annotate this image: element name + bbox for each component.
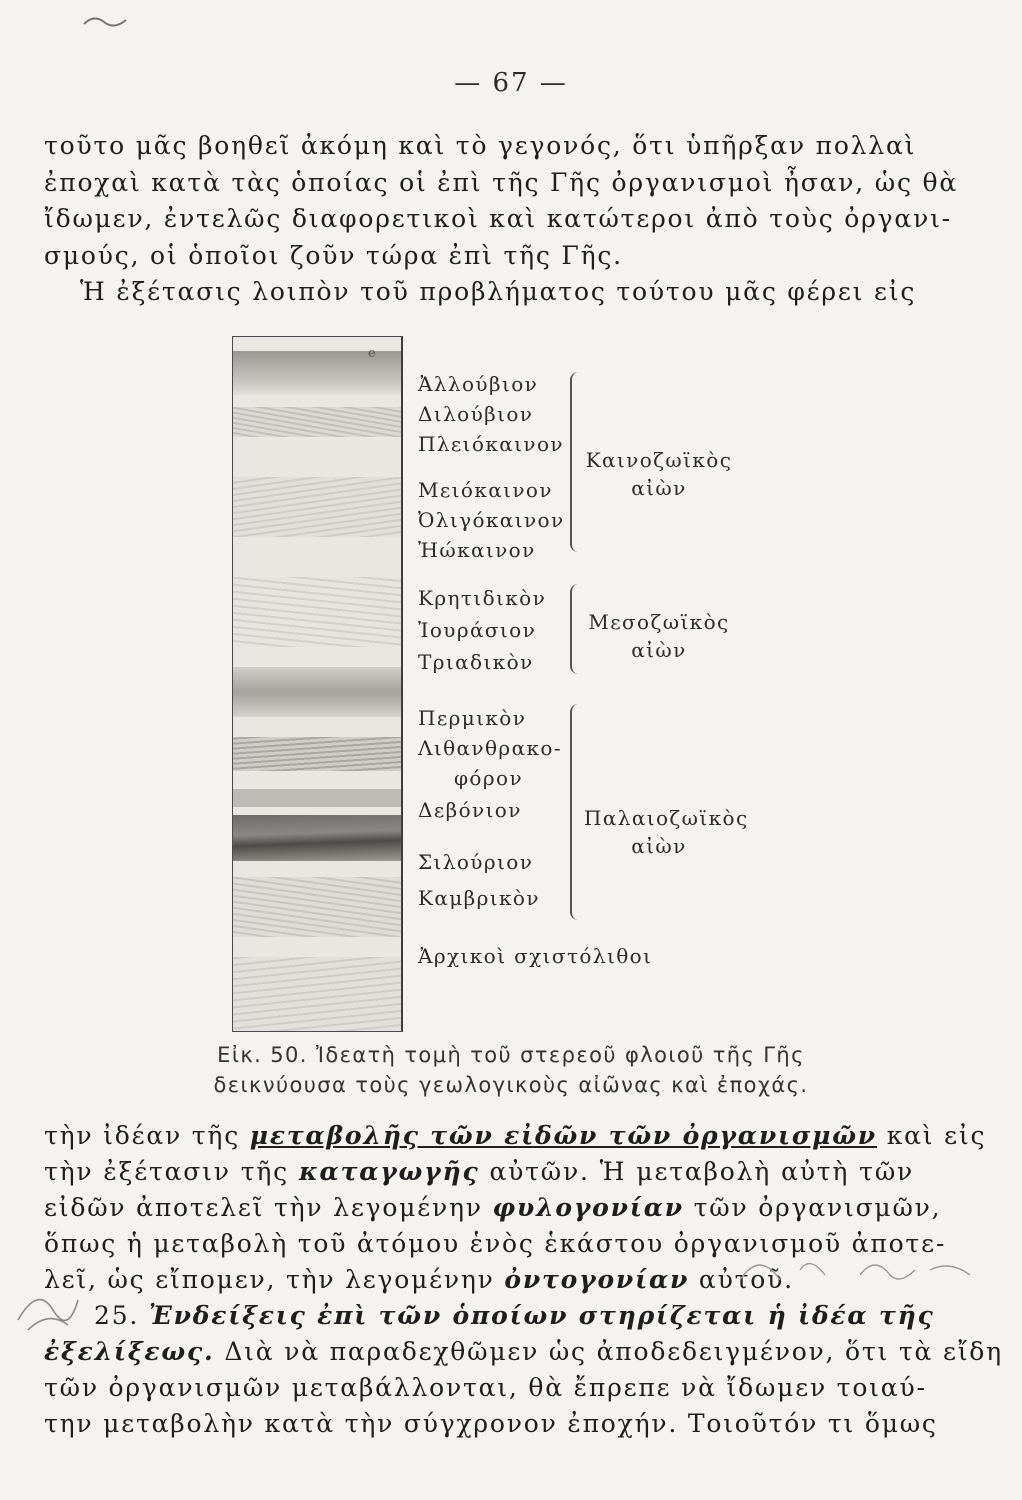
period-label: Πλειόκαινον	[418, 432, 564, 456]
text-run: Διὰ νὰ παραδεχθῶμεν ὡς ἀποδεδειγμένον, ὅτι τὰ εἴδη	[214, 1337, 1003, 1366]
text-line	[44, 1154, 914, 1190]
pencil-scribble	[720, 1240, 1000, 1300]
text-line: την μεταβολὴν κατὰ τὴν σύγχρονον ἐποχήν. Τοιοῦτόν τι ὅμως	[44, 1409, 938, 1438]
era-name: Μεσοζωϊκὸς	[588, 610, 730, 634]
stratum-band	[233, 667, 401, 717]
page-number: — 67 —	[454, 68, 568, 98]
stratum-band	[233, 577, 401, 647]
period-label: Περμικὸν	[418, 706, 527, 730]
text-line: σμούς, οἱ ὁποῖοι ζοῦν τώρα ἐπὶ τῆς Γῆς.	[44, 240, 623, 270]
pencil-mark	[80, 6, 130, 36]
text-line	[44, 1190, 942, 1226]
period-label: Διλούβιον	[418, 402, 534, 426]
emphasis-text: φυλογονίαν	[492, 1193, 684, 1222]
period-label: Ὀλιγόκαινον	[418, 508, 565, 532]
period-label: Σιλούριον	[418, 850, 534, 874]
era-word: αἰὼν	[631, 834, 687, 858]
text-line: ἐποχαὶ κατὰ τὰς ὁποίας οἱ ἐπὶ τῆς Γῆς ὀργανισμοὶ ἦσαν, ὡς θὰ	[44, 167, 959, 197]
section-number: 25.	[94, 1301, 149, 1330]
period-label: Κρητιδικὸν	[418, 586, 547, 610]
emphasis-text: μεταβολῆς τῶν εἰδῶν τῶν ὀργανισμῶν	[249, 1121, 877, 1150]
emphasis-text: ὀντογονίαν	[504, 1265, 690, 1294]
era-label	[584, 804, 749, 860]
text-run: τῶν ὀργανισμῶν,	[683, 1193, 942, 1222]
strata-column-illustration	[232, 336, 403, 1032]
text-run: τὴν ἰδέαν τῆς	[44, 1121, 250, 1150]
text-line: ὅπως ἡ μεταβολὴ τοῦ ἀτόμου ἑνὸς ἑκάστου ὀργανισμοῦ ἀποτε-	[44, 1229, 947, 1258]
era-word: αἰὼν	[631, 638, 687, 662]
text-run: καὶ εἰς	[876, 1121, 987, 1150]
geological-section-figure	[232, 336, 749, 1030]
era-name: Παλαιοζωϊκὸς	[584, 806, 749, 830]
era-label	[584, 608, 734, 664]
stratum-band	[233, 789, 401, 807]
period-label: Μειόκαινον	[418, 478, 553, 502]
caption-line: Εἰκ. 50. Ἰδεατὴ τομὴ τοῦ στερεοῦ φλοιοῦ τῆς Γῆς	[217, 1043, 805, 1067]
text-line: τῶν ὀργανισμῶν μεταβάλλονται, θὰ ἔπρεπε νὰ ἴδωμεν τοιαύ-	[44, 1373, 927, 1402]
text-run: λεῖ, ὡς εἴπομεν, τὴν λεγομένην	[44, 1265, 505, 1294]
period-label: Καμβρικὸν	[418, 886, 540, 910]
section-heading: Ἐνδείξεις ἐπὶ τῶν ὁποίων στηρίζεται ἡ ἰδέα τῆς	[148, 1301, 935, 1330]
pencil-scribble	[8, 1280, 88, 1340]
text-run: αὐτῶν. Ἡ μεταβολὴ αὐτὴ τῶν	[479, 1157, 914, 1186]
text-line: Ἡ ἐξέτασις λοιπὸν τοῦ προβλήματος τούτου μᾶς φέρει εἰς	[80, 277, 917, 306]
stratum-band	[233, 877, 401, 937]
emphasis-text: καταγωγῆς	[299, 1157, 480, 1186]
stratum-band	[233, 957, 401, 1031]
text-run: αὐτοῦ.	[689, 1265, 794, 1294]
bottom-stratum-label: Ἀρχικοὶ σχιστόλιθοι	[418, 944, 653, 968]
stratum-band	[233, 407, 401, 437]
text-run: τὴν ἐξέτασιν τῆς	[44, 1157, 300, 1186]
text-line	[44, 1334, 1003, 1370]
period-label: Λιθανθρακο-	[418, 736, 562, 760]
text-line	[44, 1118, 987, 1154]
period-label: Ἠώκαινον	[418, 538, 536, 562]
text-line: τοῦτο μᾶς βοηθεῖ ἀκόμη καὶ τὸ γεγονός, ὅτι ὑπῆρξαν πολλαὶ	[44, 131, 917, 160]
stratum-band	[233, 477, 401, 537]
section-heading-line	[44, 1298, 935, 1334]
period-label: Τριαδικὸν	[418, 650, 534, 674]
top-paragraph	[44, 128, 959, 311]
text-run: εἰδῶν ἀποτελεῖ τὴν λεγομένην	[44, 1193, 493, 1222]
caption-line: δεικνύουσα τοὺς γεωλογικοὺς αἰῶνας καὶ ἐποχάς.	[213, 1073, 809, 1097]
era-label	[584, 446, 734, 502]
text-line: ἴδωμεν, ἐντελῶς διαφορετικοὶ καὶ κατώτεροι ἀπὸ τοὺς ὀργανι-	[44, 204, 952, 233]
period-label: Ἰουράσιον	[418, 618, 537, 642]
stratum-band	[233, 737, 401, 771]
stratum-band	[233, 815, 401, 861]
emphasis-text: ἐξελίξεως.	[44, 1337, 215, 1366]
period-label: Δεβόνιον	[418, 798, 522, 822]
period-label: Ἀλλούβιον	[418, 372, 539, 396]
period-label: φόρον	[454, 766, 524, 790]
corner-mark: e	[368, 346, 376, 361]
era-word: αἰὼν	[631, 476, 687, 500]
era-name: Καινοζωϊκὸς	[585, 448, 733, 472]
figure-caption	[0, 1040, 1022, 1100]
